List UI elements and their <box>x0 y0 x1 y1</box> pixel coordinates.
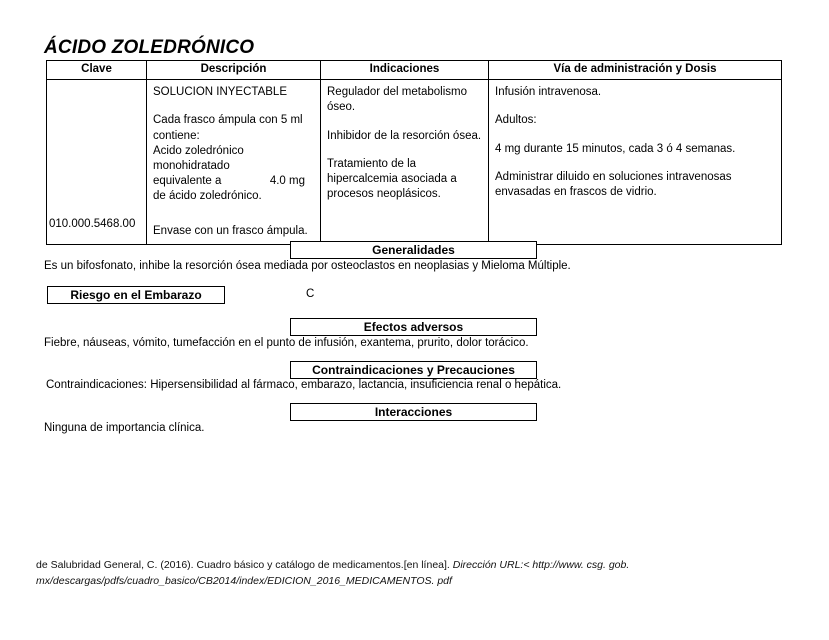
contains-line-1: Cada frasco ámpula con 5 ml <box>153 114 303 127</box>
ingredient-line-2: monohidratado <box>153 159 230 172</box>
column-header-via: Vía de administración y Dosis <box>489 61 782 80</box>
equivalence-label: equivalente a <box>153 175 222 188</box>
page-title: ÁCIDO ZOLEDRÓNICO <box>44 37 255 58</box>
cell-via-administracion <box>489 80 782 245</box>
via-item: Infusión intravenosa. <box>495 86 602 99</box>
section-heading-riesgo-embarazo: Riesgo en el Embarazo <box>47 286 225 304</box>
pregnancy-risk-value: C <box>306 288 315 300</box>
via-item: 4 mg durante 15 minutos, cada 3 ó 4 semanas. <box>495 142 736 155</box>
section-text-efectos-adversos: Fiebre, náuseas, vómito, tumefacción en el punto de infusión, exantema, prurito, dolor torácico. <box>44 337 529 349</box>
indicacion-item: Regulador del metabolismo óseo. <box>327 86 467 114</box>
via-item: Adultos: <box>495 114 537 127</box>
column-header-clave: Clave <box>47 61 147 80</box>
section-heading-interacciones: Interacciones <box>290 403 537 421</box>
column-header-descripcion: Descripción <box>147 61 321 80</box>
contains-line-2: contiene: <box>153 129 200 142</box>
cell-descripcion <box>147 80 321 245</box>
indicacion-item: Inhibidor de la resorción ósea. <box>327 129 482 142</box>
table-header-row <box>47 61 782 80</box>
table-row <box>47 80 782 245</box>
medication-table <box>46 60 782 245</box>
cell-clave <box>47 80 147 245</box>
citation-plain: de Salubridad General, C. (2016). Cuadro básico y catálogo de medicamentos.[en línea]. <box>36 559 453 571</box>
section-text-generalidades: Es un bifosfonato, inhibe la resorción ósea mediada por osteoclastos en neoplasias y Mieloma Múltiple. <box>44 260 571 272</box>
footer-citation <box>36 558 656 590</box>
equivalence-row <box>153 174 305 189</box>
equivalence-of: de ácido zoledrónico. <box>153 190 262 203</box>
cell-indicaciones <box>321 80 489 245</box>
section-text-interacciones: Ninguna de importancia clínica. <box>44 422 205 434</box>
equivalence-amount: 4.0 mg <box>269 175 305 188</box>
indicacion-item: Tratamiento de la hipercalcemia asociada a procesos neoplásicos. <box>327 157 457 201</box>
column-header-indicaciones: Indicaciones <box>321 61 489 80</box>
section-text-contraindicaciones: Contraindicaciones: Hipersensibilidad al fármaco, embarazo, lactancia, insuficiencia renal o hepática. <box>46 379 562 391</box>
section-heading-contraindicaciones: Contraindicaciones y Precauciones <box>290 361 537 379</box>
section-heading-generalidades: Generalidades <box>290 241 537 259</box>
via-item: Administrar diluido en soluciones intravenosas envasadas en frascos de vidrio. <box>495 170 732 198</box>
clave-code: 010.000.5468.00 <box>49 218 136 231</box>
ingredient-line-1: Acido zoledrónico <box>153 144 244 157</box>
section-heading-efectos-adversos: Efectos adversos <box>290 318 537 336</box>
packaging-text: Envase con un frasco ámpula. <box>153 225 308 238</box>
dosage-form: SOLUCION INYECTABLE <box>153 86 287 99</box>
citation-url: Dirección URL:< http://www. csg. gob. mx/descargas/pdfs/cuadro_basico/CB2014/index/EDICION_2016_MEDICAMENTOS. pdf <box>36 559 630 587</box>
